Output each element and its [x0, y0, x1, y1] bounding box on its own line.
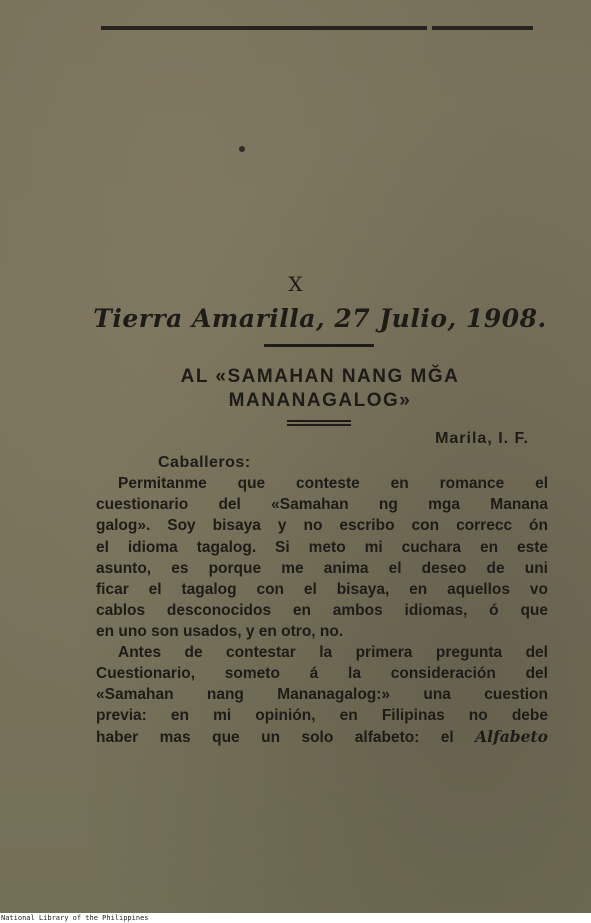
- body-line: en uno son usados, y en otro, no.: [96, 623, 344, 640]
- top-rule-left: [101, 26, 427, 30]
- body-line: «Samahan nang Mananagalog:» una cuestion: [96, 686, 548, 703]
- body-line: asunto, es porque me anima el deseo de uni: [96, 560, 548, 577]
- ornament-rule-bottom: [287, 424, 351, 426]
- footer-bar: [0, 913, 591, 923]
- body-line: el idioma tagalog. Si meto mi cuchara en este: [96, 539, 548, 556]
- body-line: previa: en mi opinión, en Filipinas no debe: [96, 707, 548, 724]
- body-line-final-italic: Alfabeto: [475, 727, 548, 746]
- library-credit: National Library of the Philippines: [1, 914, 149, 922]
- place-date-heading: Tierra Amarilla, 27 Julio, 1908.: [93, 304, 547, 333]
- body-line: cablos desconocidos en ambos idiomas, ó que: [96, 602, 548, 619]
- body-line: Permitanme que conteste en romance el: [118, 475, 548, 492]
- ornament-rule-top: [287, 420, 351, 422]
- body-line-final: [96, 727, 548, 748]
- top-rule-right: [432, 26, 533, 30]
- body-line: galog». Soy bisaya y no escribo con correcc ón: [96, 517, 548, 534]
- heading-rule: [264, 344, 374, 347]
- body-line-final-text: haber mas que un solo alfabeto: el: [96, 729, 454, 746]
- ink-speck: [239, 146, 245, 152]
- salutation: Caballeros:: [158, 454, 251, 471]
- addressee-heading-line1: AL «SAMAHAN NANG MĞA: [180, 366, 460, 387]
- body-line: Cuestionario, someto á la consideración del: [96, 665, 548, 682]
- body-line: ficar el tagalog con el bisaya, en aquellos vo: [96, 581, 548, 598]
- chapter-numeral: X: [288, 272, 303, 296]
- addressee-heading-line2: MANANAGALOG»: [228, 390, 412, 411]
- letter-origin: Marila, I. F.: [435, 430, 529, 447]
- body-line: cuestionario del «Samahan ng mga Manana: [96, 496, 548, 513]
- body-line: Antes de contestar la primera pregunta del: [118, 644, 548, 661]
